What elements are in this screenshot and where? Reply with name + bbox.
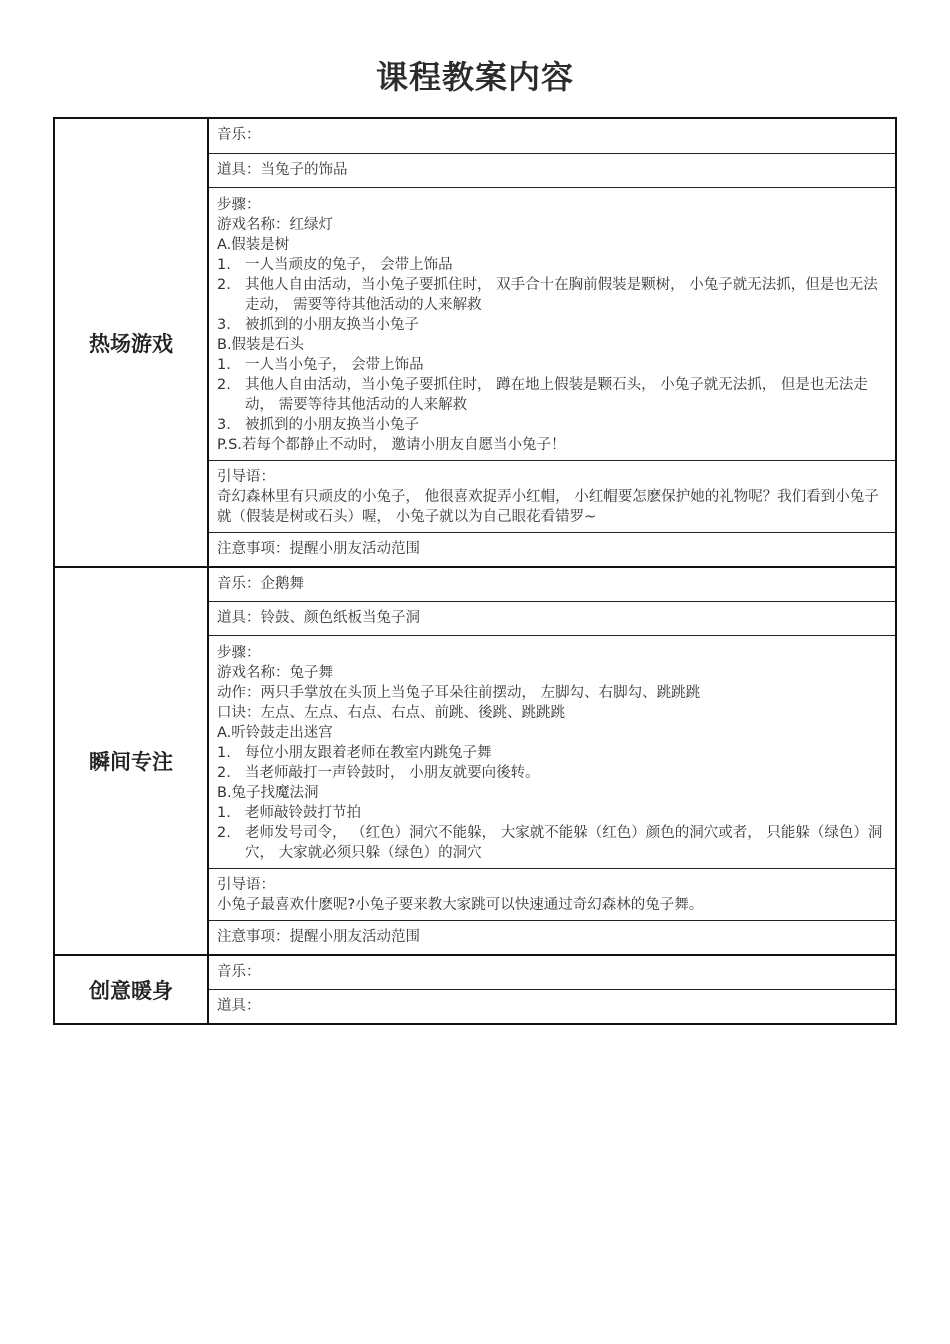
list-item: 2. 其他人自由活动，当小兔子要抓住时， 双手合十在胸前假装是颗树， 小兔子就无法抓，但是也无法走动， 需要等待其他活动的人来解救	[217, 277, 878, 313]
lesson-plan-table	[53, 117, 897, 1025]
props-field: 道具：铃鼓、颜色纸板当兔子洞	[208, 602, 896, 636]
game-name: 游戏名称：红绿灯	[217, 217, 333, 233]
steps-field	[208, 636, 896, 869]
list-item: 1. 一人当小兔子， 会带上饰品	[217, 357, 424, 373]
action-text: 动作：两只手掌放在头顶上当兔子耳朵往前摆动， 左脚勾、右脚勾、跳跳跳	[217, 685, 701, 701]
props-field: 道具：当兔子的饰品	[208, 154, 896, 188]
list-item: 3. 被抓到的小朋友换当小兔子	[217, 417, 419, 433]
steps-label: 步骤：	[217, 645, 261, 661]
section-label-instant-focus: 瞬间专注	[54, 567, 208, 955]
variant-a-title: A.听铃鼓走出迷宫	[217, 725, 333, 741]
music-field: 音乐：	[208, 118, 896, 154]
section-warmup-music-row	[54, 118, 896, 154]
ps-note: P.S.若每个都静止不动时， 邀请小朋友自愿当小兔子！	[217, 437, 566, 453]
list-item: 3. 被抓到的小朋友换当小兔子	[217, 317, 419, 333]
note-field: 注意事项：提醒小朋友活动范围	[208, 921, 896, 956]
section-label-creative-warmup: 创意暖身	[54, 955, 208, 1024]
guide-label: 引导语：	[217, 877, 275, 893]
guide-label: 引导语：	[217, 469, 275, 485]
music-field: 音乐：企鹅舞	[208, 567, 896, 602]
props-field: 道具：	[208, 990, 896, 1025]
music-field: 音乐：	[208, 955, 896, 990]
list-item: 1. 一人当顽皮的兔子， 会带上饰品	[217, 257, 453, 273]
note-field: 注意事项：提醒小朋友活动范围	[208, 533, 896, 568]
variant-b-title: B.假装是石头	[217, 337, 305, 353]
guide-text: 小兔子最喜欢什麽呢?小兔子要来教大家跳可以快速通过奇幻森林的兔子舞。	[217, 897, 704, 913]
guide-field	[208, 461, 896, 533]
guide-field	[208, 869, 896, 921]
list-item: 2. 其他人自由活动，当小兔子要抓住时， 蹲在地上假装是颗石头， 小兔子就无法抓， 但是也无法走动， 需要等待其他活动的人来解救	[217, 377, 868, 413]
steps-label: 步骤：	[217, 197, 261, 213]
list-item: 1. 每位小朋友跟着老师在教室内跳兔子舞	[217, 745, 492, 761]
list-item: 2. 当老师敲打一声铃鼓时， 小朋友就要向後转。	[217, 765, 540, 781]
steps-field	[208, 188, 896, 461]
list-item: 2. 老师发号司令， （红色）洞穴不能躲， 大家就不能躲（红色）颜色的洞穴或者， 只能躲（绿色）洞穴， 大家就必须只躲（绿色）的洞穴	[217, 825, 883, 861]
guide-text: 奇幻森林里有只顽皮的小兔子， 他很喜欢捉弄小红帽， 小红帽要怎麽保护她的礼物呢？我们看到小兔子就（假装是树或石头）喔， 小兔子就以为自己眼花看错罗~	[217, 489, 879, 525]
variant-a-title: A.假装是树	[217, 237, 290, 253]
section-label-warmup-game: 热场游戏	[54, 118, 208, 567]
page-title: 课程教案内容	[375, 58, 574, 96]
chant-text: 口诀：左点、左点、右点、右点、前跳、後跳、跳跳跳	[217, 705, 565, 721]
variant-b-title: B.兔子找魔法洞	[217, 785, 319, 801]
game-name: 游戏名称：兔子舞	[217, 665, 333, 681]
section-focus-music-row	[54, 567, 896, 602]
section-creative-music-row	[54, 955, 896, 990]
list-item: 1. 老师敲铃鼓打节拍	[217, 805, 361, 821]
